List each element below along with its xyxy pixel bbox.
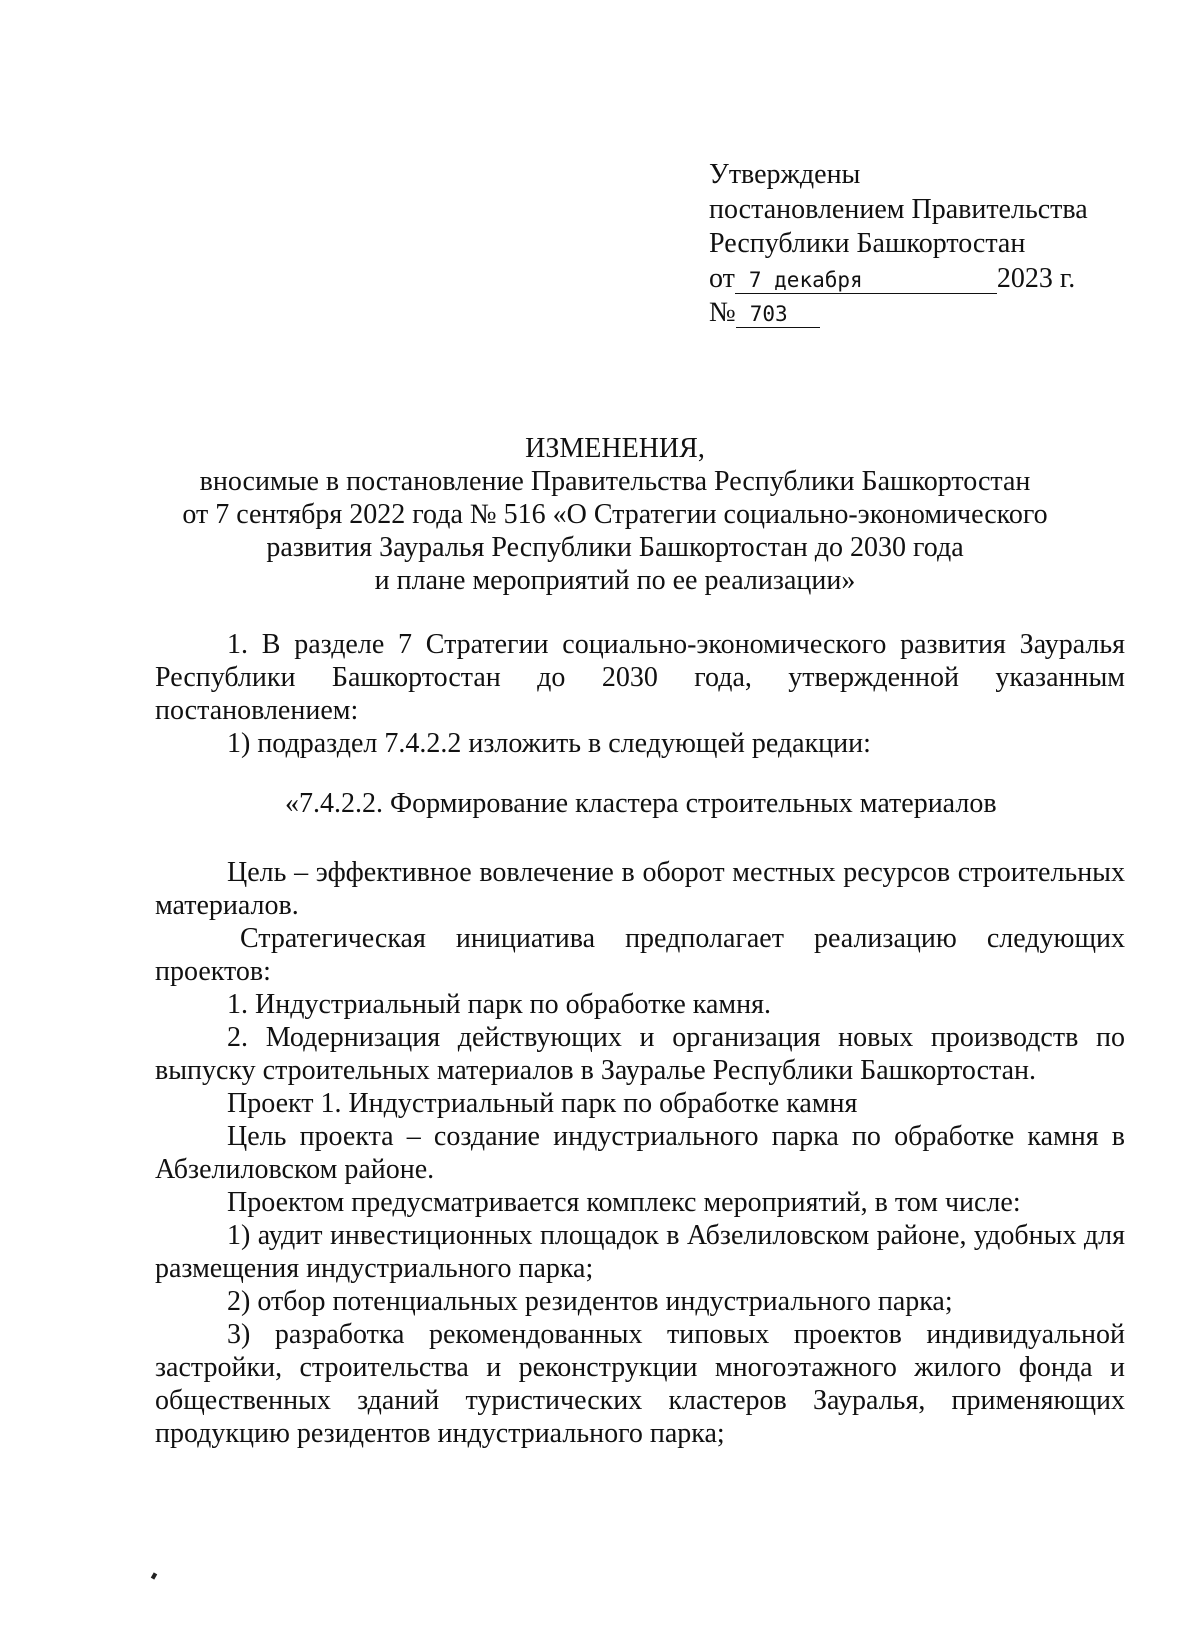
approval-line-1: Утверждены (709, 159, 861, 190)
title-sub-3: развития Зауралья Республики Башкортостан до 2030 года (266, 532, 964, 563)
paragraph-2: 1) подраздел 7.4.2.2 изложить в следующей редакции: (227, 728, 871, 759)
measure-item-2: 2) отбор потенциальных резидентов индустриального парка; (227, 1286, 953, 1317)
list-item-2: 2. Модернизация действующих и организация новых производств по выпуску строительных материалов в Зауралье Республики Башкортостан. (155, 1022, 1125, 1086)
date-value: 7 декабря (735, 267, 997, 294)
title-sub-4: и плане мероприятий по ее реализации» (374, 565, 856, 596)
title-sub-2: от 7 сентября 2022 года № 516 «О Стратегии социально-экономического (182, 499, 1048, 530)
paragraph-initiative: Стратегическая инициатива предполагает реализацию следующих проектов: (155, 923, 1125, 987)
project-1-goal: Цель проекта – создание индустриального парка по обработке камня в Абзелиловском районе. (155, 1121, 1125, 1185)
approval-line-3: Республики Башкортостан (709, 228, 1026, 259)
approval-stamp (709, 158, 1149, 331)
measure-item-1: 1) аудит инвестиционных площадок в Абзелиловском районе, удобных для размещения индустриального парка; (155, 1220, 1125, 1284)
document-body (155, 628, 1125, 1450)
project-1-measures: Проектом предусматривается комплекс мероприятий, в том числе: (227, 1187, 1021, 1218)
number-prefix: № (709, 297, 736, 328)
approval-line-2: постановлением Правительства (709, 193, 1088, 225)
section-heading: «7.4.2.2. Формирование кластера строительных материалов (285, 788, 997, 819)
scan-speck (151, 1572, 157, 1579)
approval-date-line (709, 262, 1149, 297)
approval-number-line (709, 296, 1149, 331)
date-suffix: 2023 г. (996, 262, 1076, 294)
number-value: 703 (736, 301, 820, 328)
title-sub-1: вносимые в постановление Правительства Республики Башкортостан (199, 466, 1031, 497)
project-1-title: Проект 1. Индустриальный парк по обработке камня (227, 1088, 858, 1119)
title-main: ИЗМЕНЕНИЯ, (525, 433, 705, 464)
paragraph-goal: Цель – эффективное вовлечение в оборот местных ресурсов строительных материалов. (155, 857, 1125, 921)
document-title (150, 432, 1080, 597)
list-item-1: 1. Индустриальный парк по обработке камня. (227, 989, 771, 1020)
measure-item-3: 3) разработка рекомендованных типовых проектов индивидуальной застройки, строительства и реконструкции многоэтажного жилого фонда и общественных зданий туристических кластеров Зауралья, применяющих продукцию резидентов индустриального парка; (155, 1319, 1125, 1449)
paragraph-1: 1. В разделе 7 Стратегии социально-экономического развития Зауралья Республики Башкортостан до 2030 года, утвержденной указанным постановлением: (155, 629, 1125, 726)
date-prefix: от (709, 262, 735, 294)
